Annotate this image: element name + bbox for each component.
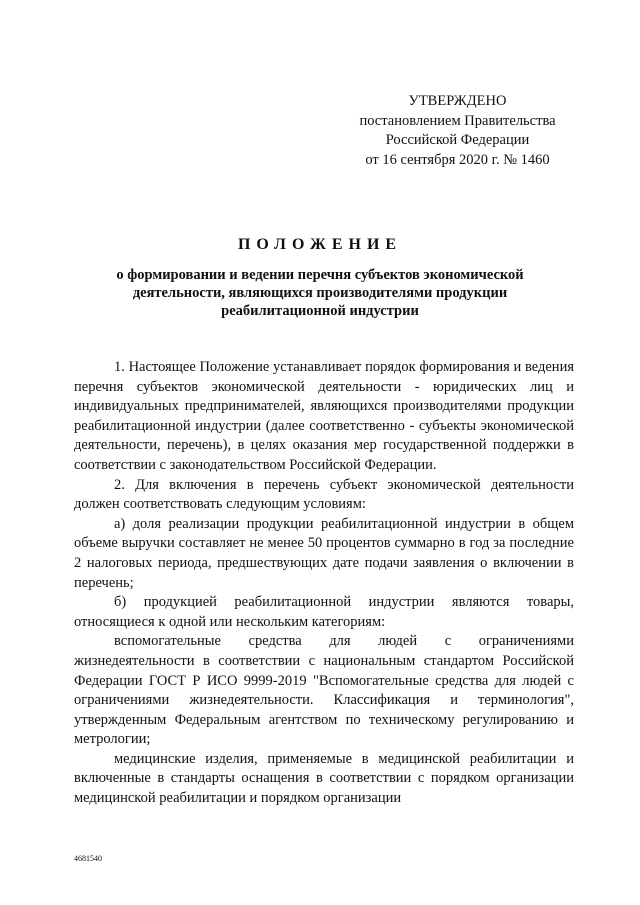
subtitle-line-3: реабилитационной индустрии [221,303,419,319]
paragraph-assistive-devices: вспомогательные средства для людей с ограничениями жизнедеятельности в соответствии с национальным стандартом Российской Федерации ГОСТ Р ИСО 9999-2019 "Вспомогательные средства для людей с ограничениями жизнедеятельности. Классификация и терминология", утвержденным Федеральным агентством по техническому регулированию и метрологии; [74,633,574,748]
paragraph-2: 2. Для включения в перечень субъект экономической деятельности должен соответствовать следующим условиям: [74,476,574,513]
approval-block [340,92,575,170]
document-id: 4681540 [74,854,102,863]
document-body [74,358,574,807]
approval-line-date-number: от 16 сентября 2020 г. № 1460 [365,151,550,168]
paragraph-medical-devices: медицинские изделия, применяемые в медицинской реабилитации и включенные в стандарты оснащения в соответствии с порядком организации медицинской реабилитации и порядком организации [74,750,574,807]
subtitle-line-1: о формировании и ведении перечня субъектов экономической [116,267,524,283]
approval-line-country: Российской Федерации [385,132,530,148]
document-subtitle [90,266,550,320]
paragraph-2a: а) доля реализации продукции реабилитационной индустрии в общем объеме выручки составляет не менее 50 процентов суммарно в год за последние 2 налоговых периода, предшествующих дате подачи заявления о включении в перечень; [74,515,574,591]
document-title: ПОЛОЖЕНИЕ [237,236,403,253]
approval-line-decree: постановлением Правительства [359,112,556,129]
paragraph-2b: б) продукцией реабилитационной индустрии являются товары, относящиеся к одной или нескольким категориям: [74,594,574,630]
subtitle-line-2: деятельности, являющихся производителями продукции [132,285,508,301]
approval-heading: УТВЕРЖДЕНО [408,93,507,109]
paragraph-1: 1. Настоящее Положение устанавливает порядок формирования и ведения перечня субъектов экономической деятельности - юридических лиц и индивидуальных предпринимателей, являющихся производителями продукции реабилитационной индустрии (далее соответственно - субъекты экономической деятельности, перечень), в целях оказания мер государственной поддержки в соответствии с законодательством Российской Федерации. [74,359,574,473]
